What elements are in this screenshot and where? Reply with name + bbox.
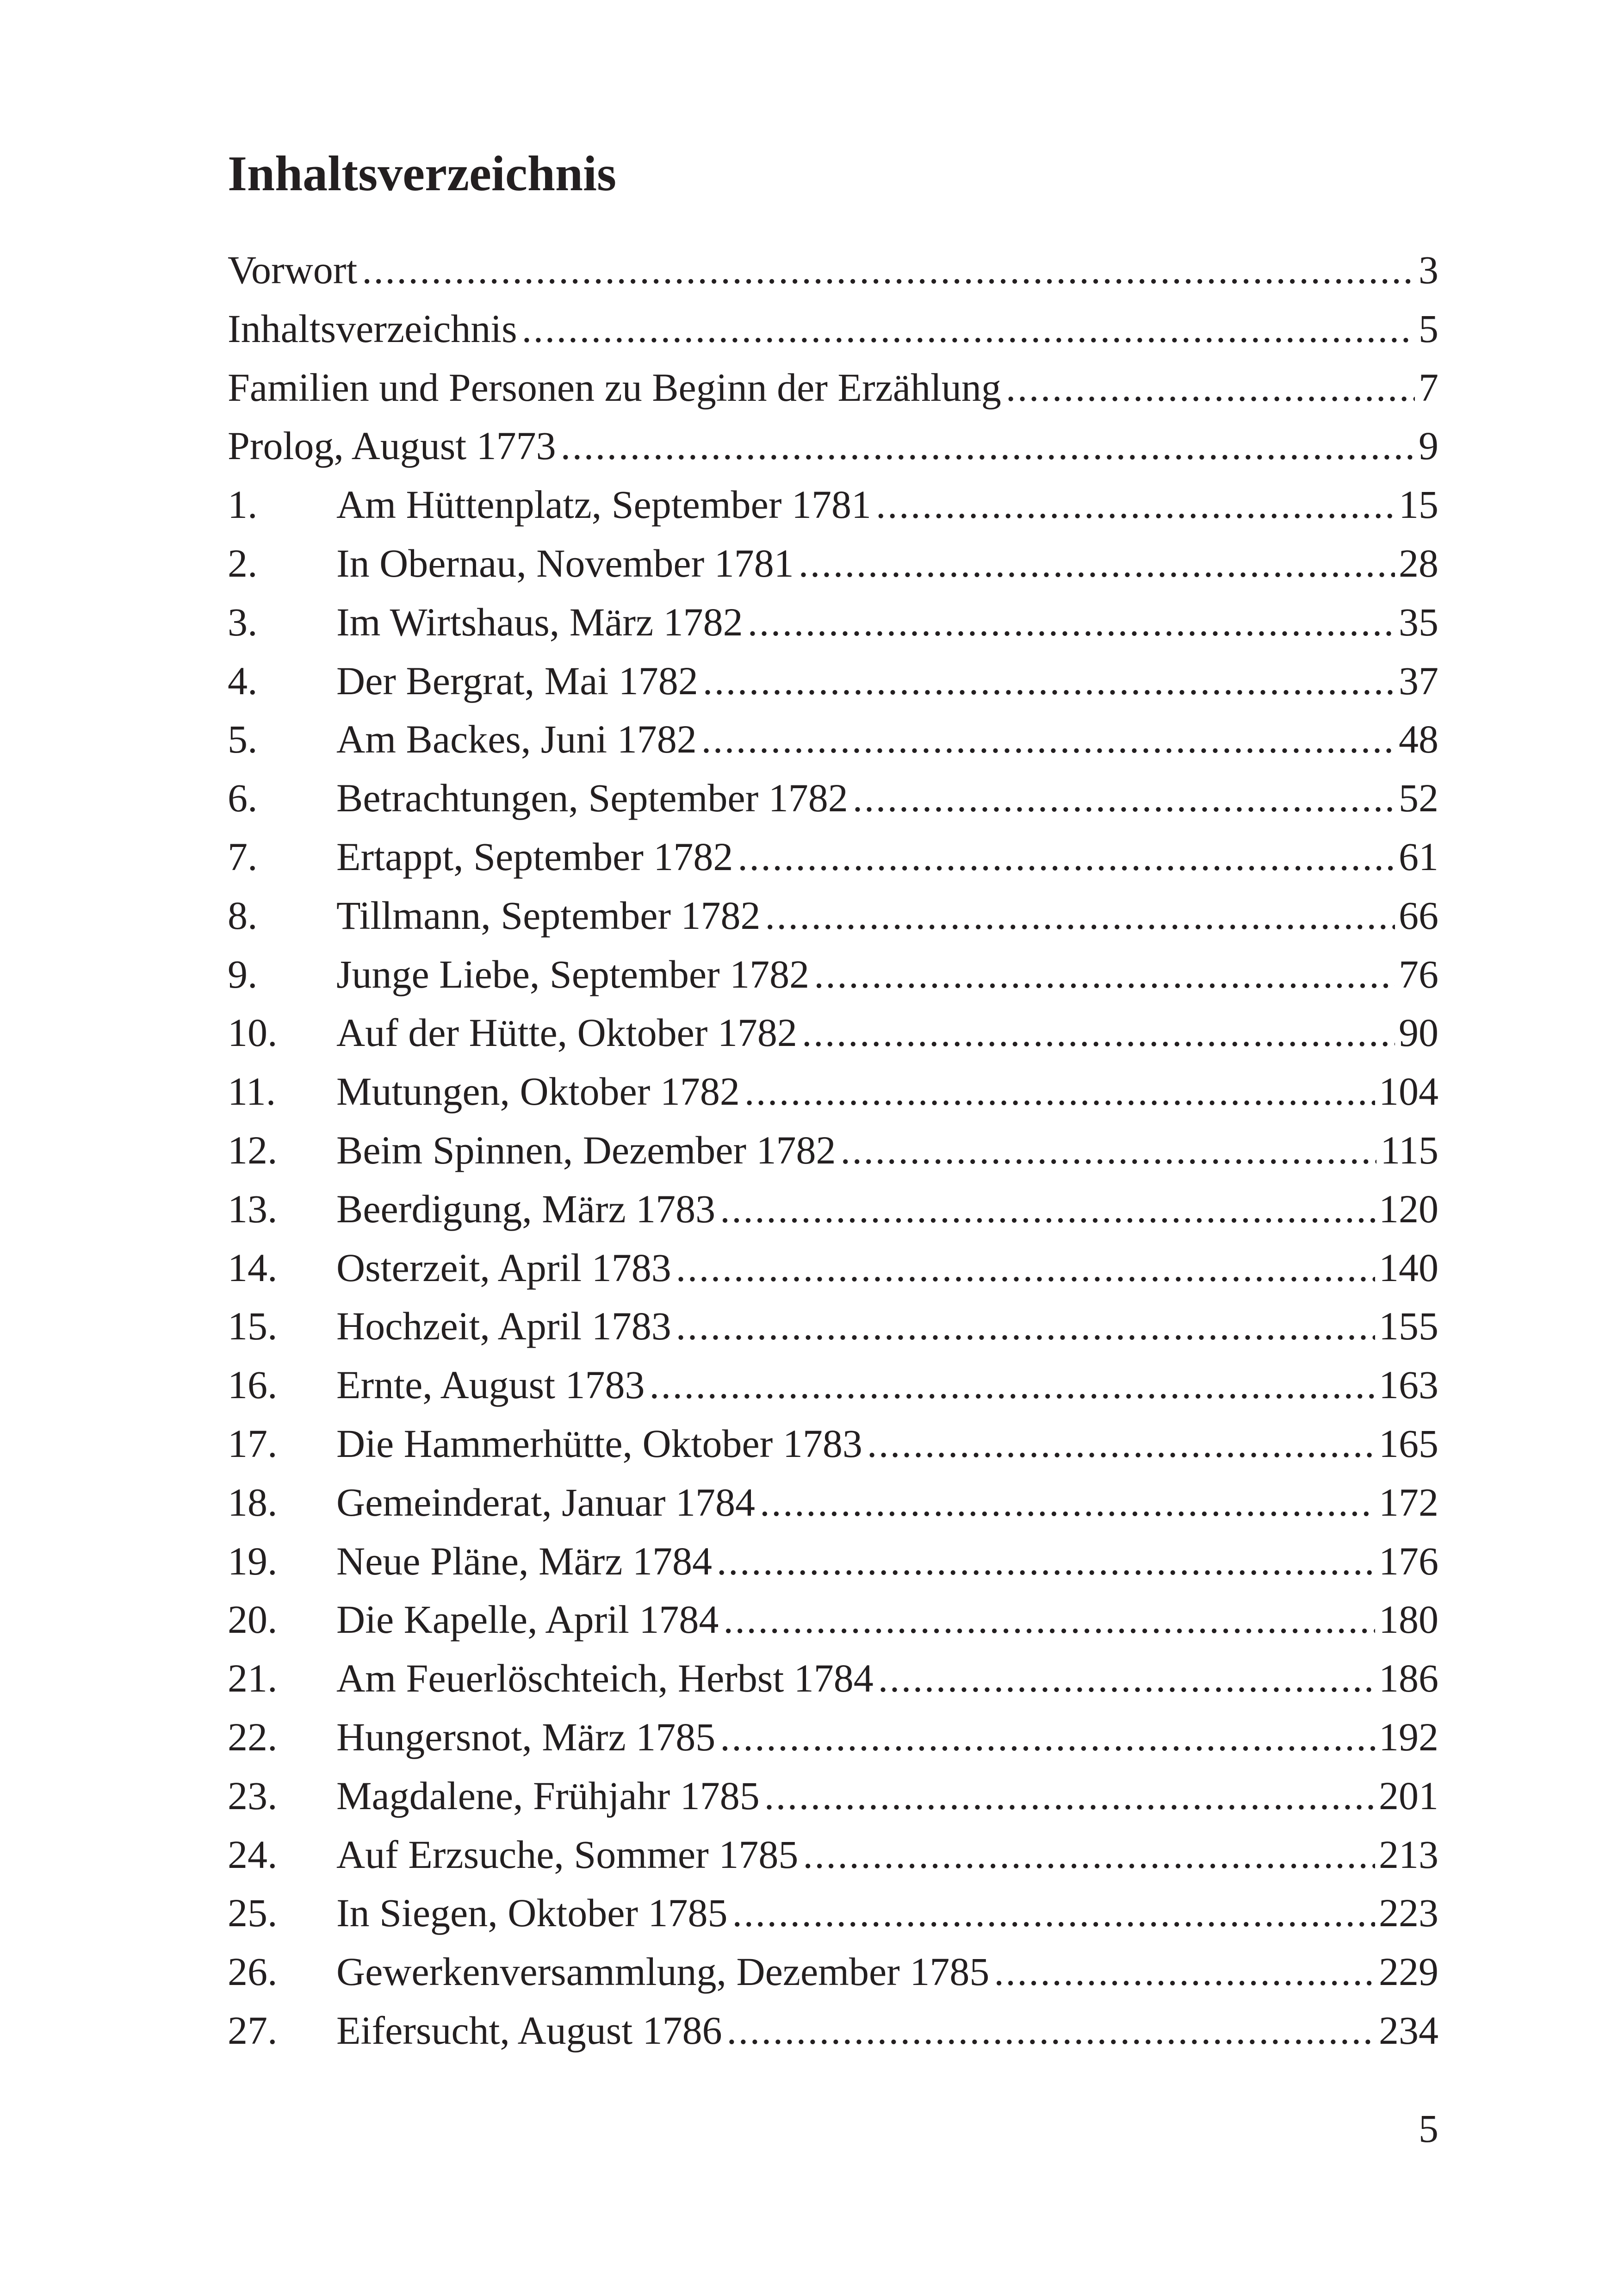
dot-leader xyxy=(649,1356,1375,1414)
dot-leader xyxy=(765,886,1395,945)
toc-entry-title: Magdalene, Frühjahr 1785 xyxy=(336,1773,760,1818)
toc-entry-number: 6. xyxy=(228,776,258,821)
dot-leader xyxy=(362,241,1415,299)
toc-entry xyxy=(228,945,1438,1004)
toc-entry xyxy=(228,886,1438,945)
toc-entry xyxy=(228,1884,1438,1942)
toc-entry xyxy=(228,1942,1438,2001)
toc-entry-title: Inhaltsverzeichnis xyxy=(228,306,517,351)
toc-entry-page: 155 xyxy=(1379,1304,1438,1349)
toc-entry-title: Ernte, August 1783 xyxy=(336,1363,645,1407)
toc-entry-page: 176 xyxy=(1379,1538,1438,1583)
page-title: Inhaltsverzeichnis xyxy=(228,146,617,201)
toc-entry-title: Am Feuerlöschteich, Herbst 1784 xyxy=(336,1656,874,1701)
toc-entry-page: 66 xyxy=(1399,893,1438,938)
toc-entry-number: 8. xyxy=(228,893,258,938)
toc-entry-number: 1. xyxy=(228,482,258,527)
toc-entry xyxy=(228,1121,1438,1180)
dot-leader xyxy=(738,828,1395,886)
toc-entry xyxy=(228,593,1438,652)
dot-leader xyxy=(732,1884,1375,1942)
toc-entry xyxy=(228,769,1438,828)
dot-leader xyxy=(701,710,1395,769)
toc-entry-page: 213 xyxy=(1379,1832,1438,1877)
toc-entry-number: 19. xyxy=(228,1538,278,1583)
toc-entry xyxy=(228,1238,1438,1297)
dot-leader xyxy=(867,1414,1375,1473)
toc-entry xyxy=(228,1473,1438,1532)
toc-entry-number: 25. xyxy=(228,1891,278,1935)
toc-entry-page: 37 xyxy=(1399,658,1438,703)
toc-entry-title: Eifersucht, August 1786 xyxy=(336,2008,722,2053)
toc-entry-number: 9. xyxy=(228,952,258,996)
toc-entry-page: 201 xyxy=(1379,1773,1438,1818)
toc-entry-number: 23. xyxy=(228,1773,278,1818)
toc-entry-title: Betrachtungen, September 1782 xyxy=(336,776,848,821)
toc-entry-page: 234 xyxy=(1379,2008,1438,2053)
toc-entry-title: Die Kapelle, April 1784 xyxy=(336,1597,719,1642)
toc-entry xyxy=(228,1708,1438,1767)
toc-entry-page: 61 xyxy=(1399,834,1438,879)
toc-entry-number: 24. xyxy=(228,1832,278,1877)
dot-leader xyxy=(676,1238,1375,1297)
toc-entry-number: 13. xyxy=(228,1186,278,1231)
dot-leader xyxy=(760,1473,1375,1532)
toc-entry-page: 7 xyxy=(1419,365,1438,410)
dot-leader xyxy=(814,945,1395,1004)
toc-entry xyxy=(228,1649,1438,1708)
table-of-contents xyxy=(228,241,1438,2060)
toc-entry-title: Junge Liebe, September 1782 xyxy=(336,952,810,996)
dot-leader xyxy=(717,1532,1375,1591)
toc-entry-page: 3 xyxy=(1419,248,1438,292)
dot-leader xyxy=(727,2001,1375,2060)
toc-entry-title: Auf Erzsuche, Sommer 1785 xyxy=(336,1832,799,1877)
toc-entry-page: 163 xyxy=(1379,1363,1438,1407)
toc-entry-number: 3. xyxy=(228,599,258,644)
toc-entry-page: 9 xyxy=(1419,423,1438,468)
toc-entry-title: Ertappt, September 1782 xyxy=(336,834,733,879)
toc-entry-number: 27. xyxy=(228,2008,278,2053)
toc-entry-title: Prolog, August 1773 xyxy=(228,423,556,468)
toc-entry-title: Beim Spinnen, Dezember 1782 xyxy=(336,1127,836,1172)
toc-entry xyxy=(228,1003,1438,1062)
dot-leader xyxy=(720,1180,1375,1238)
toc-entry xyxy=(228,1297,1438,1356)
toc-entry-title: Familien und Personen zu Beginn der Erzählung xyxy=(228,365,1001,410)
toc-entry-title: Mutungen, Oktober 1782 xyxy=(336,1069,740,1114)
toc-entry xyxy=(228,299,1438,358)
dot-leader xyxy=(720,1708,1375,1767)
dot-leader xyxy=(802,1003,1395,1062)
toc-entry-page: 180 xyxy=(1379,1597,1438,1642)
toc-entry xyxy=(228,1180,1438,1238)
toc-entry-title: Hungersnot, März 1785 xyxy=(336,1714,716,1759)
dot-leader xyxy=(561,417,1415,475)
toc-entry-number: 14. xyxy=(228,1245,278,1290)
dot-leader xyxy=(994,1942,1375,2001)
toc-entry-page: 172 xyxy=(1379,1480,1438,1524)
toc-entry-page: 229 xyxy=(1379,1949,1438,1994)
toc-entry xyxy=(228,710,1438,769)
toc-entry-title: Neue Pläne, März 1784 xyxy=(336,1538,712,1583)
toc-entry-title: In Siegen, Oktober 1785 xyxy=(336,1891,728,1935)
toc-entry-number: 26. xyxy=(228,1949,278,1994)
toc-entry-page: 35 xyxy=(1399,599,1438,644)
toc-entry xyxy=(228,1356,1438,1414)
dot-leader xyxy=(803,1825,1375,1884)
toc-entry-page: 90 xyxy=(1399,1010,1438,1055)
toc-entry-title: Auf der Hütte, Oktober 1782 xyxy=(336,1010,797,1055)
toc-entry xyxy=(228,1532,1438,1591)
toc-entry xyxy=(228,475,1438,534)
dot-leader xyxy=(744,1062,1375,1121)
toc-entry-title: Gewerkenversammlung, Dezember 1785 xyxy=(336,1949,990,1994)
toc-entry-number: 7. xyxy=(228,834,258,879)
toc-entry-title: Am Backes, Juni 1782 xyxy=(336,717,697,762)
toc-entry-title: Vorwort xyxy=(228,248,358,292)
toc-entry xyxy=(228,652,1438,710)
toc-entry-page: 76 xyxy=(1399,952,1438,996)
page-number: 5 xyxy=(1419,2106,1438,2151)
toc-entry-number: 5. xyxy=(228,717,258,762)
toc-entry-page: 48 xyxy=(1399,717,1438,762)
toc-entry xyxy=(228,1414,1438,1473)
toc-entry xyxy=(228,1767,1438,1825)
toc-entry xyxy=(228,1062,1438,1121)
toc-entry-number: 22. xyxy=(228,1714,278,1759)
toc-entry xyxy=(228,417,1438,475)
toc-entry-page: 223 xyxy=(1379,1891,1438,1935)
dot-leader xyxy=(522,299,1415,358)
toc-entry-number: 18. xyxy=(228,1480,278,1524)
toc-entry-number: 20. xyxy=(228,1597,278,1642)
dot-leader xyxy=(676,1297,1375,1356)
toc-entry-page: 192 xyxy=(1379,1714,1438,1759)
toc-entry-title: Osterzeit, April 1783 xyxy=(336,1245,671,1290)
toc-entry-title: Hochzeit, April 1783 xyxy=(336,1304,671,1349)
toc-entry-page: 140 xyxy=(1379,1245,1438,1290)
toc-entry-number: 21. xyxy=(228,1656,278,1701)
dot-leader xyxy=(853,769,1395,828)
dot-leader xyxy=(723,1590,1375,1649)
toc-entry-page: 15 xyxy=(1399,482,1438,527)
dot-leader xyxy=(748,593,1395,652)
toc-entry-title: Der Bergrat, Mai 1782 xyxy=(336,658,698,703)
dot-leader xyxy=(703,652,1395,710)
toc-entry xyxy=(228,828,1438,886)
toc-entry-title: Am Hüttenplatz, September 1781 xyxy=(336,482,871,527)
toc-entry-number: 10. xyxy=(228,1010,278,1055)
toc-entry-number: 11. xyxy=(228,1069,276,1114)
toc-entry-page: 115 xyxy=(1380,1127,1438,1172)
toc-entry-number: 4. xyxy=(228,658,258,703)
toc-entry-page: 5 xyxy=(1419,306,1438,351)
toc-entry-page: 104 xyxy=(1379,1069,1438,1114)
toc-entry-number: 15. xyxy=(228,1304,278,1349)
toc-entry-title: Beerdigung, März 1783 xyxy=(336,1186,716,1231)
toc-entry-number: 16. xyxy=(228,1363,278,1407)
toc-entry-number: 2. xyxy=(228,541,258,585)
dot-leader xyxy=(841,1121,1377,1180)
toc-entry-page: 165 xyxy=(1379,1421,1438,1466)
dot-leader xyxy=(799,534,1395,593)
toc-entry-number: 17. xyxy=(228,1421,278,1466)
toc-entry-title: Gemeinderat, Januar 1784 xyxy=(336,1480,756,1524)
toc-entry-title: Die Hammerhütte, Oktober 1783 xyxy=(336,1421,862,1466)
toc-entry-page: 186 xyxy=(1379,1656,1438,1701)
toc-entry xyxy=(228,1590,1438,1649)
toc-entry-page: 52 xyxy=(1399,776,1438,821)
toc-entry-title: Tillmann, September 1782 xyxy=(336,893,761,938)
dot-leader xyxy=(876,475,1395,534)
toc-entry-page: 28 xyxy=(1399,541,1438,585)
dot-leader xyxy=(878,1649,1375,1708)
toc-entry xyxy=(228,1825,1438,1884)
toc-entry-page: 120 xyxy=(1379,1186,1438,1231)
toc-entry xyxy=(228,241,1438,299)
toc-entry xyxy=(228,358,1438,417)
toc-entry-title: In Obernau, November 1781 xyxy=(336,541,794,585)
toc-entry xyxy=(228,2001,1438,2060)
toc-entry-title: Im Wirtshaus, März 1782 xyxy=(336,599,743,644)
dot-leader xyxy=(764,1767,1375,1825)
toc-entry xyxy=(228,534,1438,593)
toc-entry-number: 12. xyxy=(228,1127,278,1172)
dot-leader xyxy=(1006,358,1415,417)
